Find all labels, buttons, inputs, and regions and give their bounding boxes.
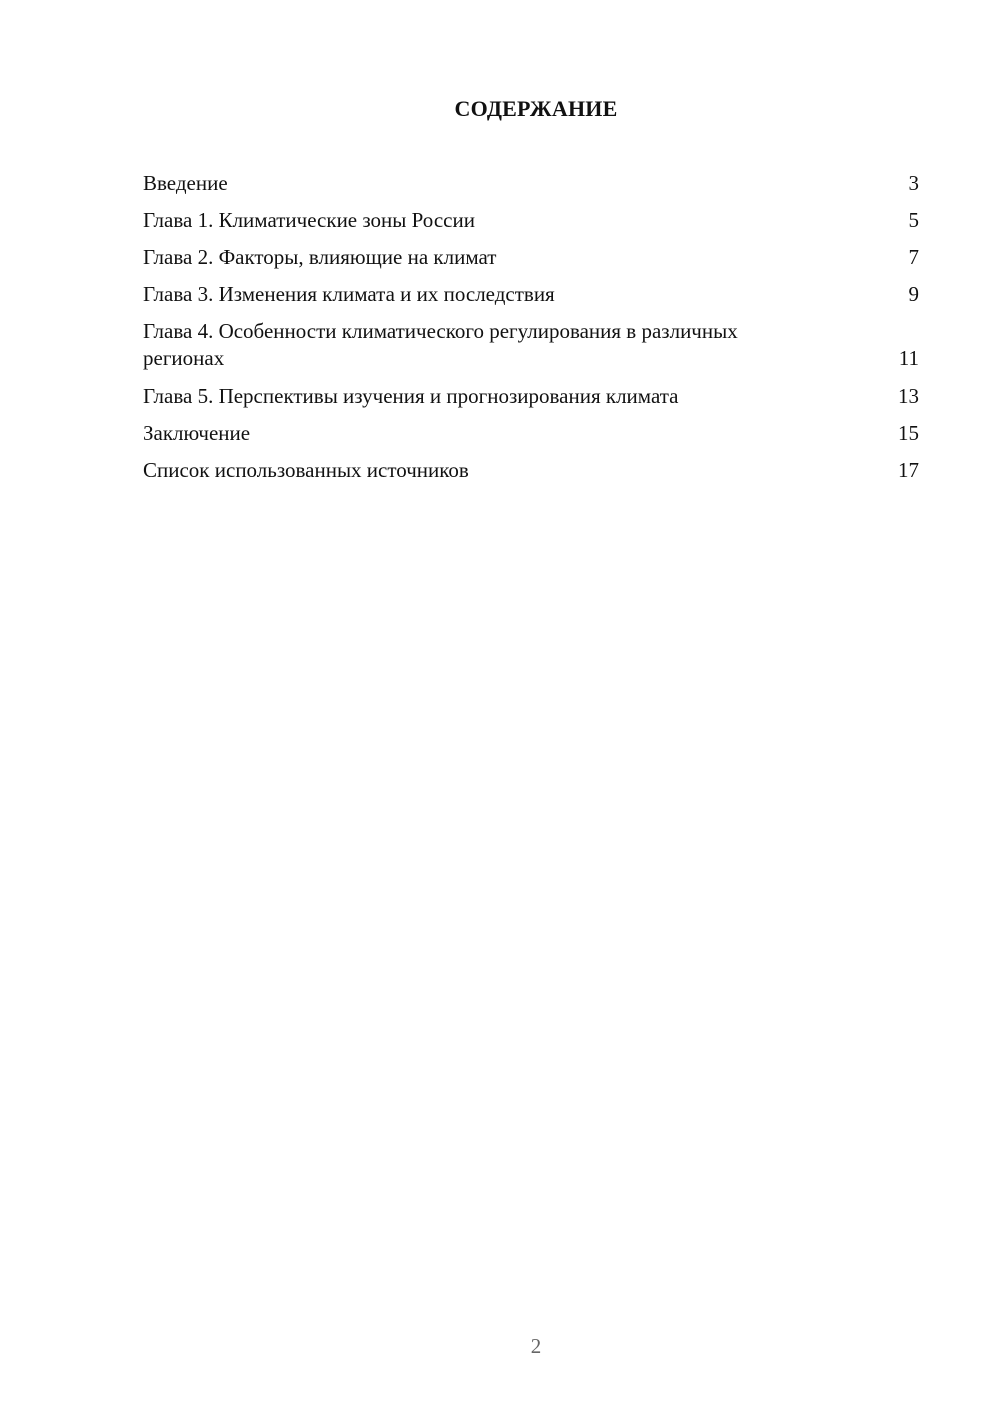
- toc-entry-page: 3: [908, 171, 919, 195]
- toc-entry-page: 11: [898, 346, 919, 370]
- page-number: 2: [530, 1334, 542, 1358]
- toc-entry-title: Заключение: [143, 421, 251, 445]
- toc-entry-title: Глава 2. Факторы, влияющие на климат: [143, 245, 497, 269]
- toc-entry-chapter-3: [143, 281, 919, 308]
- toc-entry-references: [143, 457, 919, 484]
- toc-entry-page: 7: [908, 245, 919, 269]
- toc-entry-page: 17: [898, 458, 919, 482]
- toc-entry-title: Список использованных источников: [143, 458, 469, 482]
- toc-entry-title: Введение: [143, 171, 228, 195]
- toc-entry-title: Глава 4. Особенности климатического регулирования в различных регионах: [143, 319, 738, 370]
- toc-entry-chapter-1: [143, 207, 919, 234]
- toc-entry-title: Глава 1. Климатические зоны России: [143, 208, 475, 232]
- toc-entry-conclusion: [143, 420, 919, 447]
- toc-entry-introduction: [143, 170, 919, 197]
- table-of-contents: [143, 170, 919, 484]
- toc-entry-chapter-4: [143, 318, 919, 372]
- toc-heading: СОДЕРЖАНИЕ: [454, 96, 618, 121]
- toc-entry-page: 9: [908, 282, 919, 306]
- toc-entry-chapter-5: [143, 383, 919, 410]
- toc-entry-page: 13: [898, 384, 919, 408]
- toc-entry-page: 5: [908, 208, 919, 232]
- toc-entry-title: Глава 3. Изменения климата и их последствия: [143, 282, 555, 306]
- toc-entry-title: Глава 5. Перспективы изучения и прогнозирования климата: [143, 384, 679, 408]
- toc-entry-page: 15: [898, 421, 919, 445]
- toc-entry-chapter-2: [143, 244, 919, 271]
